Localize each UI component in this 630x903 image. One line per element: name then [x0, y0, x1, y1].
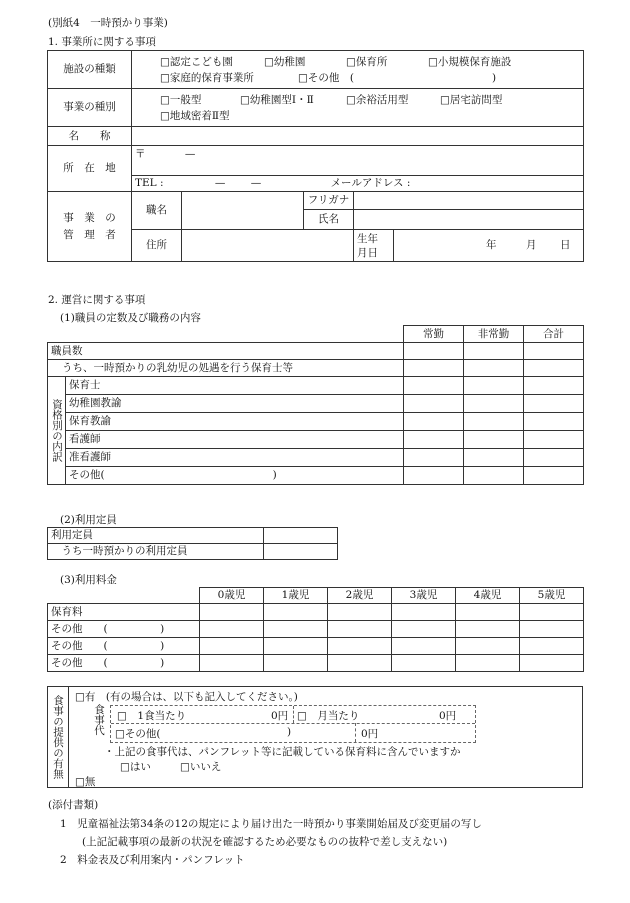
staff-count-label: 職員数	[48, 343, 404, 360]
staff-table-title: (1)職員の定数及び職務の内容	[60, 312, 201, 324]
document-label: (別紙4 一時預かり事業)	[48, 17, 168, 29]
per-meal-option[interactable]: □ 1食当たり	[117, 710, 187, 722]
meal-yes-option[interactable]: □はい	[120, 761, 151, 773]
tel-label: TEL :	[135, 177, 164, 189]
per-month-option[interactable]: □ 月当たり	[297, 710, 360, 722]
name-label: 名 称	[48, 127, 132, 146]
temp-capacity-field[interactable]	[264, 544, 338, 560]
facility-option-other[interactable]: □その他 (	[298, 71, 355, 84]
per-meal-amount: 0円	[271, 710, 289, 722]
birth-day-unit: 日	[560, 239, 571, 251]
meal-other-option[interactable]: □その他(	[115, 728, 161, 740]
postal-mark: 〒	[135, 148, 146, 160]
staff-subset-label: うち、一時預かりの乳幼児の処遇を行う保育士等	[48, 360, 404, 377]
attachment-item-1: 1 児童福祉法第34条の12の規定により届け出た一時預かり事業開始届及び変更届の写し	[60, 818, 482, 830]
business-option-surplus[interactable]: □余裕活用型	[346, 93, 409, 106]
facility-option-kodomoen[interactable]: □認定こども園	[160, 55, 233, 68]
business-option-home-visit[interactable]: □居宅訪問型	[440, 93, 503, 106]
fee-row-childcare: 保育料	[48, 604, 200, 621]
address-label: 所 在 地	[48, 146, 132, 192]
fee-header-age3: 3歳児	[392, 588, 456, 604]
birth-label: 生年 月日	[354, 230, 394, 262]
qualification-row-assistant-nurse: 准看護師	[66, 449, 404, 467]
business-option-kindergarten-type[interactable]: □幼稚園型Ⅰ・Ⅱ	[240, 93, 314, 106]
fee-table-title: (3)利用料金	[60, 574, 117, 586]
staff-table	[47, 325, 584, 485]
business-option-general[interactable]: □一般型	[160, 93, 202, 106]
meal-question: ・上記の食事代は、パンフレット等に記載している保育料に含んでいますか	[104, 746, 461, 758]
capacity-title: (2)利用定員	[60, 514, 117, 526]
staff-header-fulltime: 常勤	[404, 326, 464, 343]
fee-header-age4: 4歳児	[456, 588, 520, 604]
facility-table	[47, 50, 584, 262]
name-field[interactable]	[132, 127, 584, 146]
qualification-row-nursery-teacher: 保育教諭	[66, 413, 404, 431]
meal-box	[47, 686, 583, 788]
meal-fee-label: 食事代	[93, 704, 105, 736]
facility-option-home-based[interactable]: □家庭的保育事業所	[160, 71, 254, 84]
job-title-label: 職名	[132, 192, 182, 230]
meal-other-close: )	[287, 726, 292, 738]
email-label: メールアドレス :	[330, 177, 411, 189]
qualification-row-other: その他( )	[66, 467, 404, 485]
fee-header-age0: 0歳児	[200, 588, 264, 604]
meal-has-option[interactable]: □有 (有の場合は、以下も記入してください。)	[75, 691, 298, 703]
temp-capacity-label: うち一時預かりの利用定員	[48, 544, 264, 560]
birth-month-unit: 月	[526, 239, 537, 251]
job-title-field[interactable]	[182, 192, 304, 230]
meal-no-option[interactable]: □いいえ	[180, 761, 222, 773]
business-option-community[interactable]: □地域密着Ⅱ型	[160, 109, 230, 122]
residence-label: 住所	[132, 230, 182, 262]
fee-header-age2: 2歳児	[328, 588, 392, 604]
birth-year-unit: 年	[486, 239, 497, 251]
qualification-row-hoikushi: 保育士	[66, 377, 404, 395]
facility-option-small-scale[interactable]: □小規模保育施設	[428, 55, 512, 68]
person-name-label: 氏名	[304, 210, 354, 230]
qualification-row-kindergarten-teacher: 幼稚園教諭	[66, 395, 404, 413]
meal-none-option[interactable]: □無	[75, 776, 96, 788]
facility-option-nursery[interactable]: □保育所	[346, 55, 388, 68]
fee-row-other-3: その他 ( )	[48, 655, 200, 672]
facility-type-label: 施設の種類	[48, 51, 132, 89]
fee-header-age1: 1歳児	[264, 588, 328, 604]
section1-title: 1. 事業所に関する事項	[48, 36, 156, 48]
attachments-title: (添付書類)	[48, 799, 99, 811]
qualification-label: 資格別の内訳	[48, 377, 66, 485]
tel-dash-1: —	[214, 177, 226, 189]
capacity-field[interactable]	[264, 528, 338, 544]
meal-side-label: 食事の提供の有無	[48, 687, 69, 787]
postal-dash: —	[184, 148, 196, 160]
facility-option-kindergarten[interactable]: □幼稚園	[264, 55, 306, 68]
person-name-field[interactable]	[354, 210, 584, 230]
furigana-label: フリガナ	[304, 192, 354, 210]
manager-label: 事 業 の 管 理 者	[48, 192, 132, 262]
residence-field[interactable]	[182, 230, 354, 262]
facility-other-close: )	[492, 71, 497, 84]
business-type-label: 事業の種別	[48, 89, 132, 127]
attachment-item-2: 2 料金表及び利用案内・パンフレット	[60, 854, 245, 866]
section2-title: 2. 運営に関する事項	[48, 294, 146, 306]
staff-header-total: 合計	[524, 326, 584, 343]
capacity-label: 利用定員	[48, 528, 264, 544]
fee-row-other-1: その他 ( )	[48, 621, 200, 638]
qualification-row-nurse: 看護師	[66, 431, 404, 449]
meal-fee-box	[110, 705, 476, 743]
attachment-item-1-note: (上記記載事項の最新の状況を確認するため必要なものの抜粋で差し支えない)	[82, 836, 448, 848]
fee-table	[47, 587, 584, 672]
tel-dash-2: —	[250, 177, 262, 189]
capacity-table	[47, 527, 338, 560]
meal-other-amount: 0円	[361, 728, 379, 740]
staff-header-parttime: 非常勤	[464, 326, 524, 343]
fee-row-other-2: その他 ( )	[48, 638, 200, 655]
per-month-amount: 0円	[439, 710, 457, 722]
fee-header-age5: 5歳児	[520, 588, 584, 604]
furigana-field[interactable]	[354, 192, 584, 210]
